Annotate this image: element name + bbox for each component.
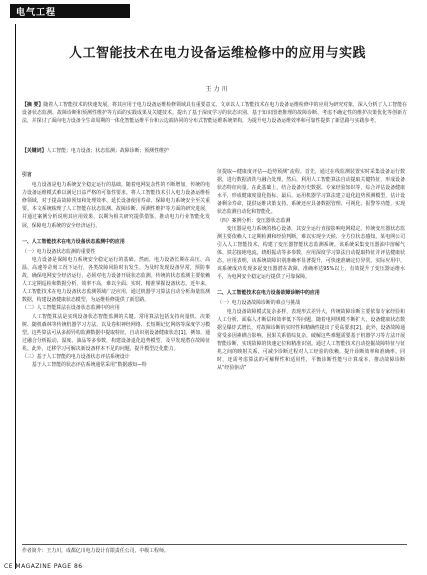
section-heading: 二、人工智能技术在电力设备故障诊断中的应用 xyxy=(217,290,320,297)
subsection-heading: （二）人工智能算法在设备状态监测中的应用 xyxy=(22,305,120,312)
paragraph: 基于人工智能的状态评估系统通常采用“数据感知—特 xyxy=(31,362,147,369)
section-tag xyxy=(10,4,130,18)
author-name: 王力川 xyxy=(205,86,230,93)
subsection-heading: （三）基于人工智能的电力设备状态评估系统设计 xyxy=(22,353,130,360)
spacer xyxy=(22,230,210,235)
paragraph: 人工智能算法是实现设备状态智能监测的关键。常用算法包括支持向量机、决策树、随机森林等传统机器学习方法，以及卷积神经网络、长短期记忆网络等深度学习模型。这些算法可从多源异构监测数据中提取特征，自动识别设备健康状态[1]。例如，通过融合分析振动、温度、油品等多参数，构建设备退化趋势模型，及早发现潜在故障征兆。此外，迁移学习可解决新设备样本不足的问题，提升模型泛化能力。 xyxy=(22,313,210,352)
spacer xyxy=(217,281,405,286)
body-column-left xyxy=(22,168,210,369)
section-tag-label: 电气工程 xyxy=(16,8,57,18)
subsection-heading: （一）电力设备故障诊断的难点与挑战 xyxy=(217,300,301,307)
paragraph: 变压器是电力系统的核心设备，其安全运行直接影响电网稳定。传统变压器状态监测主要依赖人工定期检测和经验判断，难以实现全天候、全方位状态感知。某电网公司引入人工智能技术，构建了变压器智能状态监测系统。该系统采集变压器油中溶解气体、铁芯接地电流、绕组振动等多参数，应用深度学习算法自动提取特征并评估健康状态。应用表明，该系统故障识别准确率显著提升，可快速准确定位异常。实际应用中，该系统成功发现多起变压器潜在故障，准确率达95%以上，有效提升了变压器运维水平，为电网安全稳定运行提供了可靠保障。 xyxy=(217,225,405,281)
keywords-text: 人工智能；电力设备；状态监测；故障诊断；预测性维护 xyxy=(46,148,169,154)
margin-rule xyxy=(15,24,16,569)
paragraph: 电力设备是保障电力系统安全稳定运行的基础。然而，电力设备长期在高压、高温、高速等苛刻工况下运行，各类故障风险时有发生。为及时发现设备异常，预防事故，确保电网安全经济运行，必须对电力设备开展状态监测。传统的状态监测主要依赖人工定期巡检和数据分析，效率不高，难以全面、实时、精准掌握设备状态。近年来，人工智能技术在电力设备状态监测领域广泛应用，通过机器学习算法自动分析海量监测数据，构建设备健康状态模型，为运维检修提供了新思路。 xyxy=(22,256,210,304)
author-footnote: 作者简介：王力川，成都亿川电力设计有限责任公司，中级工程师。 xyxy=(22,544,407,554)
abstract-text: 随着人工智能技术的快速发展，将其应用于电力设备运维检修领域具有重要意义。文章以人工智能技术在电力设备运维检修中的应用为研究对象，深入分析了人工智能在设备状态监测、故障诊断和预测性维护等方面的实践成果及关键技术。提出了基于深度学习的状态识别、基于知识图谱推理的故障诊断、考虑不确定性的维护决策优化等创新方法，并探讨了面向电力设备全生命周期的一体化智能运维平台和云边端协同的分布式智能运维系统架构，为提升电力设备运维效率和可靠性提供了新思路与实践参考。 xyxy=(22,102,407,124)
section-heading: 引言 xyxy=(22,172,32,178)
article-title: 人工智能技术在电力设备运维检修中的应用与实践 xyxy=(68,46,366,61)
paragraph: 电力设备故障模式复杂多样，表现形式差异大，传统故障诊断主要依靠专家经验和人工分析，面临人才断层和效率低下等问题。随着电网规模不断扩大，设备健康状态数据呈爆炸式增长，对故障诊断的实时性和精确性提出了更高要求[2]。此外，设备故障通常受多因素耦合影响，因果关系错综复杂。破解这些难题需要基于机器学习等方法开展智能诊断，实现故障的快速定位和精准识别。通过人工智能技术自动挖掘故障特征与征兆之间的映射关系，可减少诊断过程对人工经验的依赖，提升诊断效率和准确率。同时，还需考虑算法的可解释性和适用性，平衡诊断性能与计算成本，推动故障诊断从“经验驱动” xyxy=(217,308,405,372)
keywords xyxy=(22,147,407,155)
paragraph: 征提取—健康度评估—趋势预测”流程。首先，通过在线监测装置实时采集设备运行数据，进行数据清洗与融合处理。然后，利用人工智能算法自动提取关键特征，形成设备状态特征向量。在此基础上，结合设备历史数据、专家经验知识等，综合评估设备健康水平，形成健康度量化指标。最后，运用机器学习算法建立退化趋势预测模型，估计设备剩余寿命，提供运维决策支持。系统还应具备数据管理、可视化、报警等功能，实现状态监测自动化和智能化。 xyxy=(217,169,405,216)
abstract xyxy=(22,101,407,125)
subsection-heading: （四）案例分析：变压器状态监测 xyxy=(217,217,291,224)
abstract-label: 【摘 要】 xyxy=(22,102,44,108)
section-heading: 一、人工智能技术在电力设备状态监测中的应用 xyxy=(22,238,125,245)
subsection-heading: （一）电力设备状态监测的重要性 xyxy=(22,248,96,255)
keywords-label: 【关键词】 xyxy=(22,148,47,154)
paragraph: 电力设备是电力系统安全稳定运行的基础。随着电网复杂性的不断增加，传统的电力设备运维模式难以满足日益严格的可靠性要求。将人工智能技术引入电力设备运维检修领域，对于提高故障预知和处理效率、延长设备使用寿命、保障电力系统安全至关重要。本文系统梳理了人工智能在状态监测、故障诊断、预测性维护等方面的研究进展，并通过案例分析说明其应用效果，以期为相关研究提供借鉴，推动电力行业智能化发展，保障电力系统的安全经济运行。 xyxy=(22,182,210,229)
body-column-right xyxy=(217,168,405,372)
page-footer: CE MAGAZINE PAGE 86 xyxy=(4,563,83,570)
